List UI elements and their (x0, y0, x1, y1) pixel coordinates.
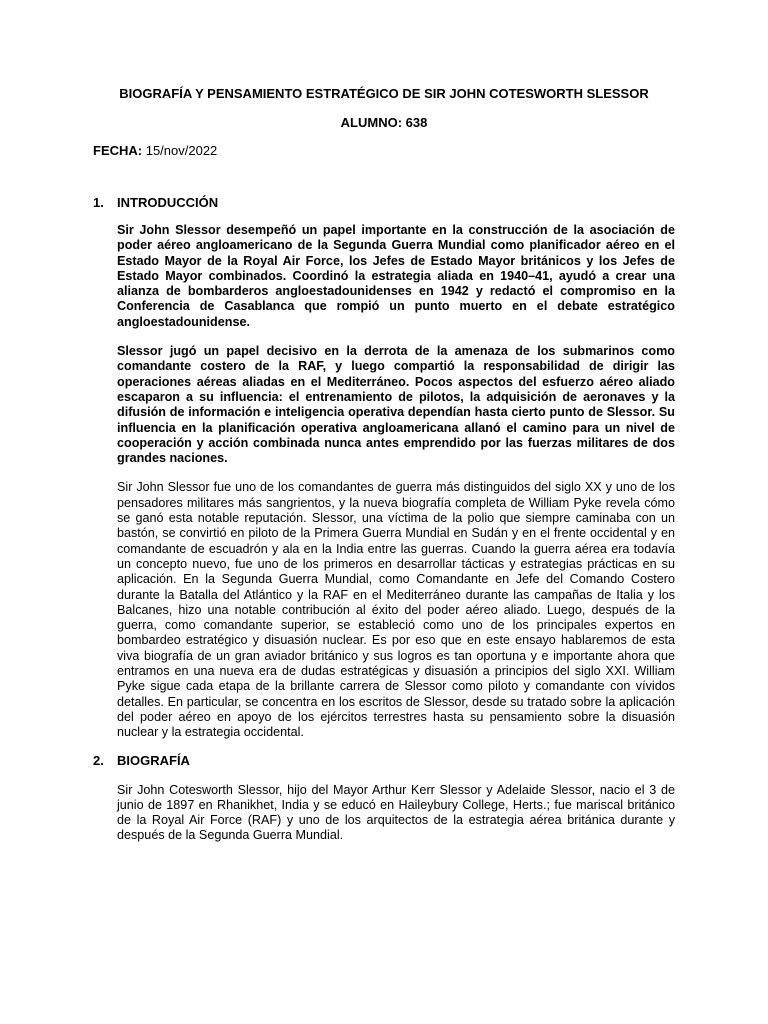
intro-paragraph-1: Sir John Slessor desempeñó un papel importante en la construcción de la asociación de poder aéreo angloamericano de la Segunda Guerra Mundial como planificador aéreo en el Estado Mayor de la Royal Air Force, los Jefes de Estado Mayor británicos y los Jefes de Estado Mayor combinados. Coordinó la estrategia aliada en 1940–41, ayudó a crear una alianza de bombarderos angloestadounidenses en 1942 y redactó el compromiso en la Conferencia de Casablanca que rompió un punto muerto en el debate estratégico angloestadounidense. (117, 223, 675, 329)
intro-paragraph-3: Sir John Slessor fue uno de los comandantes de guerra más distinguidos del siglo XX y uno de los pensadores militares más sangrientos, y la nueva biografía completa de William Pyke revela cómo se ganó esta notable reputación. Slessor, una víctima de la polio que siempre caminaba con un bastón, se convirtió en piloto de la Primera Guerra Mundial en Sudán y en el frente occidental y en comandante de escuadrón y ala en la India entre las guerras. Cuando la guerra aérea era todavía un concepto nuevo, fue uno de los primeros en desarrollar tácticas y estrategias prácticas en su aplicación. En la Segunda Guerra Mundial, como Comandante en Jefe del Comando Costero durante la Batalla del Atlántico y la RAF en el Mediterráneo durante las campañas de Italia y los Balcanes, hizo una notable contribución al éxito del poder aéreo aliado. Luego, después de la guerra, como comandante superior, se estableció como uno de los principales expertos en bombardeo estratégico y disuasión nuclear. Es por eso que en este ensayo hablaremos de esta viva biografía de un gran aviador británico y sus logros es tan oportuna y e importante ahora que entramos en una nueva era de dudas estratégicas y disuasión a principios del siglo XXI. William Pyke sigue cada etapa de la brillante carrera de Slessor como piloto y comandante con vívidos detalles. En particular, se concentra en los escritos de Slessor, desde su tratado sobre la aplicación del poder aéreo en apoyo de los ejércitos terrestres hasta su pensamiento sobre la disuasión nuclear y la estrategia occidental. (117, 480, 675, 740)
student-id: ALUMNO: 638 (340, 115, 428, 130)
document-date (93, 143, 675, 159)
section-title: INTRODUCCIÓN (117, 195, 219, 210)
date-label: FECHA: (93, 143, 143, 158)
biography-paragraph-1: Sir John Cotesworth Slessor, hijo del Mayor Arthur Kerr Slessor y Adelaide Slessor, nacio el 3 de junio de 1897 en Rhanikhet, India y se educó en Haileybury College, Herts.; fue mariscal británico de la Royal Air Force (RAF) y uno de los arquitectos de la estrategia aérea británica durante y después de la Segunda Guerra Mundial. (117, 782, 675, 843)
document-title: BIOGRAFÍA Y PENSAMIENTO ESTRATÉGICO DE SIR JOHN COTESWORTH SLESSOR (119, 86, 649, 101)
section-heading-introduccion (93, 195, 675, 211)
section-title: BIOGRAFÍA (117, 752, 190, 768)
section-number: 2. (93, 752, 104, 768)
section-number: 1. (93, 195, 104, 210)
section-heading-biografia (93, 753, 675, 769)
intro-paragraph-2: Slessor jugó un papel decisivo en la derrota de la amenaza de los submarinos como comandante costero de la RAF, y luego compartió la responsabilidad de dirigir las operaciones aéreas aliadas en el Mediterráneo. Pocos aspectos del esfuerzo aéreo aliado escaparon a su influencia: el entrenamiento de pilotos, la adquisición de aeronaves y la difusión de información e inteligencia operativa dependían hasta cierto punto de Slessor. Su influencia en la planificación operativa angloamericana allanó el camino para un nivel de cooperación y acción combinada nunca antes emprendido por las fuerzas militares de dos grandes naciones. (117, 344, 675, 466)
date-value: 15/nov/2022 (142, 143, 218, 158)
